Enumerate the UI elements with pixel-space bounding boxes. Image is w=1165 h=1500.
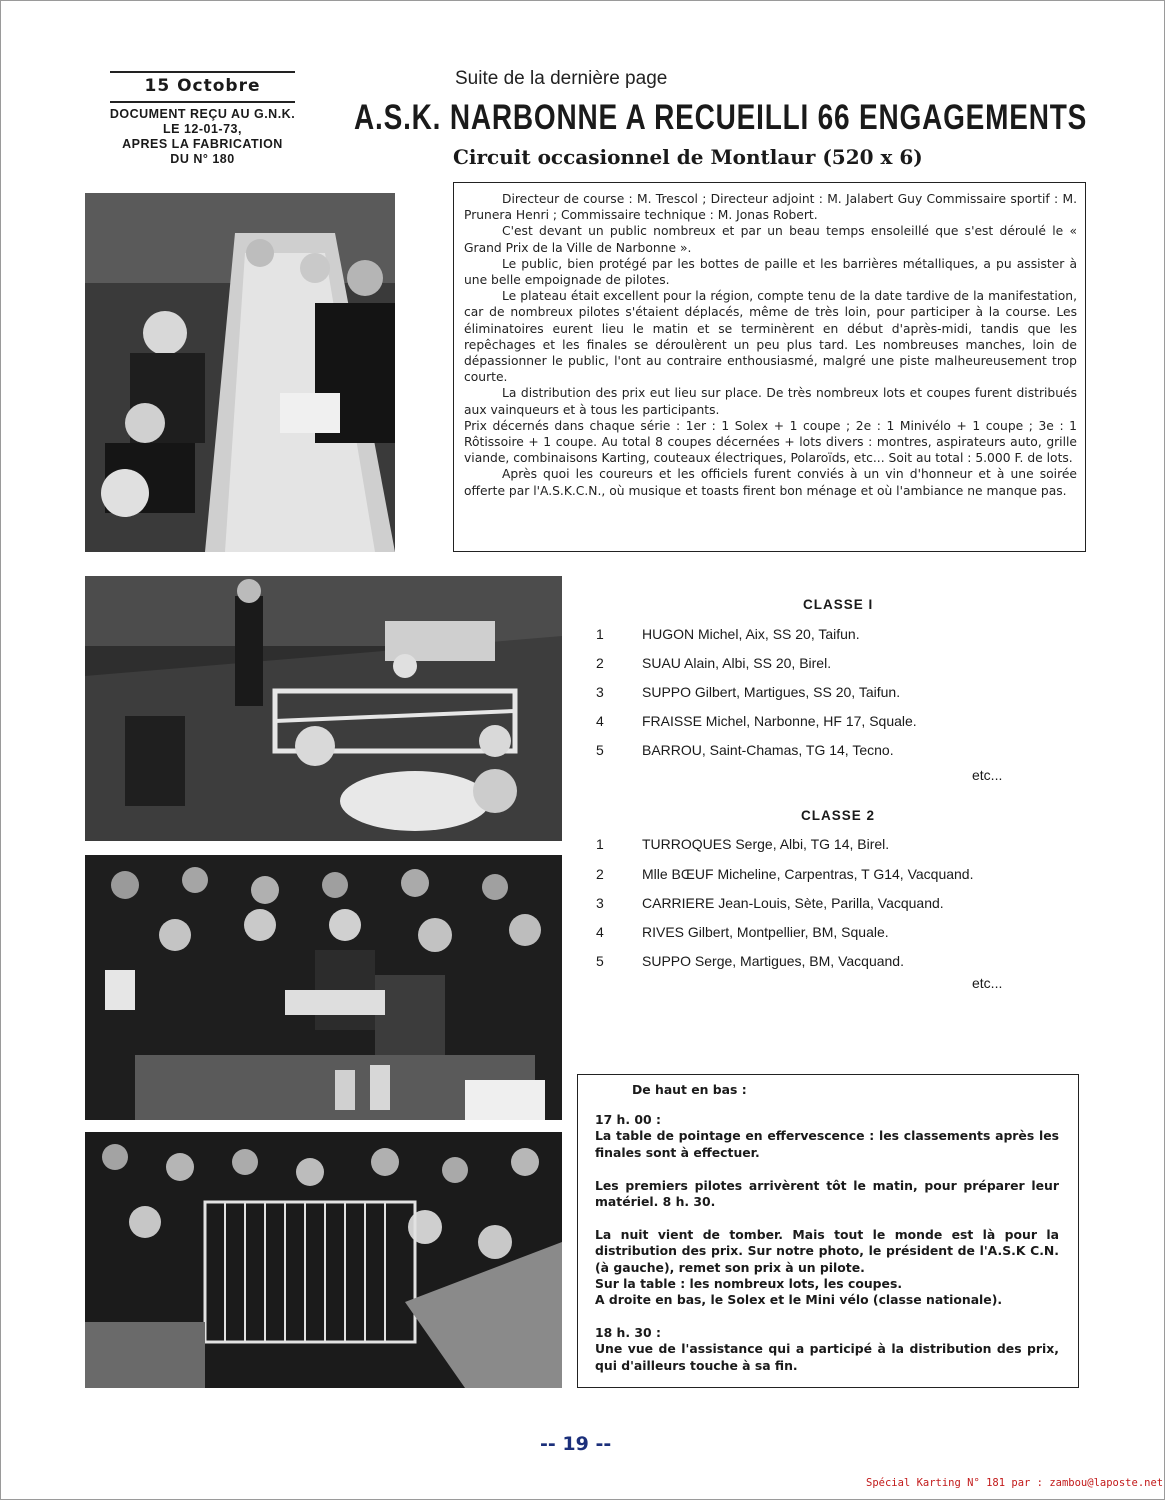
photo-prize-giving <box>85 855 562 1120</box>
doc-note-line: APRES LA FABRICATION <box>122 137 283 151</box>
result-text: HUGON Michel, Aix, SS 20, Taifun. <box>642 626 860 642</box>
classe2-result-row <box>596 924 889 940</box>
classe2-result-row <box>596 866 973 882</box>
result-position: 1 <box>596 836 604 852</box>
result-position: 4 <box>596 713 604 729</box>
result-position: 2 <box>596 655 604 671</box>
result-text: TURROQUES Serge, Albi, TG 14, Birel. <box>642 836 890 852</box>
result-position: 5 <box>596 742 604 758</box>
doc-note-line: DU N° 180 <box>170 152 235 166</box>
classe2-result-row <box>596 953 904 969</box>
document-note <box>80 107 325 167</box>
result-text: CARRIERE Jean-Louis, Sète, Parilla, Vacquand. <box>642 895 944 911</box>
photo-captions-box <box>577 1074 1079 1388</box>
classe1-result-row <box>596 626 860 642</box>
classe1-result-row <box>596 655 831 671</box>
article-paragraph: Le plateau était excellent pour la région, compte tenu de la date tardive de la manifestation, car de nombreux pilotes s'étaient déplacés, même de très loin, pour participer à la course. Les éliminatoires eurent lieu le matin et se terminèrent en début d'après-midi, tandis que les repêchages et les finales se déroulèrent un peu plus tard. Les nombreuses manches, loin de dépassionner le public, l'ont au contraire enthousiasmé, malgré une piste malheureusement trop courte. <box>464 289 1077 385</box>
article-paragraph: Directeur de course : M. Trescol ; Directeur adjoint : M. Jalabert Guy Commissaire sportif : M. Prunera Henri ; Commissaire technique : M. Jonas Robert. <box>464 192 1077 223</box>
classe2-etc: etc... <box>972 975 1003 991</box>
classe1-title: CLASSE I <box>803 597 874 612</box>
footer-credit: Spécial Karting N° 181 par : zambou@laposte.net <box>866 1477 1164 1489</box>
photo-karts-paddock <box>85 576 562 841</box>
photo-crowd <box>85 1132 562 1388</box>
subhead: Circuit occasionnel de Montlaur (520 x 6) <box>453 145 923 169</box>
classe1-result-row <box>596 742 894 758</box>
photo-registration-table <box>85 193 395 552</box>
classe1-result-row <box>596 713 917 729</box>
result-position: 2 <box>596 866 604 882</box>
caption-text: La table de pointage en effervescence : les classements après les finales sont à effectuer. <box>595 1128 1059 1160</box>
date-rule-bottom <box>110 101 295 103</box>
article-body <box>453 182 1086 552</box>
result-text: Mlle BŒUF Micheline, Carpentras, T G14, Vacquand. <box>642 866 974 882</box>
article-paragraph: Prix décernés dans chaque série : 1er : 1 Solex + 1 coupe ; 2e : 1 Minivélo + 1 coupe ; 3e : 1 Rôtissoire + 1 coupe. Au total 8 coupes décernées + lots divers : montres, aspirateurs auto, grille viande, combinaisons Karting, couteaux électriques, Polaroïds, etc... Soit au total : 5.000 F. de lots. <box>464 418 1077 466</box>
kicker: Suite de la dernière page <box>455 68 668 89</box>
page-number: -- 19 -- <box>540 1433 612 1455</box>
classe1-etc: etc... <box>972 767 1003 783</box>
headline: A.S.K. NARBONNE A RECUEILLI 66 ENGAGEMENTS <box>354 98 1088 137</box>
classe2-result-row <box>596 895 944 911</box>
result-position: 3 <box>596 895 604 911</box>
result-position: 1 <box>596 626 604 642</box>
result-text: SUPPO Gilbert, Martigues, SS 20, Taifun. <box>642 684 901 700</box>
captions-lead: De haut en bas : <box>632 1082 747 1097</box>
doc-note-line: DOCUMENT REÇU AU G.N.K. <box>109 107 296 121</box>
classe1-result-row <box>596 684 900 700</box>
date-title: 15 Octobre <box>144 76 261 96</box>
doc-note-line: LE 12-01-73, <box>163 122 242 136</box>
caption-time: 17 h. 00 : <box>595 1112 661 1128</box>
caption-text: A droite en bas, le Solex et le Mini vélo (classe nationale). <box>595 1292 1003 1308</box>
classe2-result-row <box>596 836 889 852</box>
caption-text: Une vue de l'assistance qui a participé à la distribution des prix, qui d'ailleurs touche à sa fin. <box>595 1341 1059 1373</box>
caption-text: Sur la table : les nombreux lots, les coupes. <box>595 1275 903 1291</box>
caption-text: Les premiers pilotes arrivèrent tôt le matin, pour préparer leur matériel. 8 h. 30. <box>595 1177 1059 1210</box>
result-text: SUAU Alain, Albi, SS 20, Birel. <box>642 655 832 671</box>
date-rule-top <box>110 71 295 73</box>
result-position: 3 <box>596 684 604 700</box>
result-text: FRAISSE Michel, Narbonne, HF 17, Squale. <box>642 713 917 729</box>
article-paragraph: Le public, bien protégé par les bottes de paille et les barrières métalliques, a pu assister à une belle empoignade de pilotes. <box>464 256 1077 288</box>
article-paragraph: Après quoi les coureurs et les officiels furent conviés à un vin d'honneur et à une soirée offerte par l'A.S.K.C.N., où musique et toasts firent bon ménage et où l'ambiance ne manque pas. <box>464 467 1077 498</box>
classe2-title: CLASSE 2 <box>801 808 876 823</box>
result-position: 4 <box>596 924 604 940</box>
result-text: BARROU, Saint-Chamas, TG 14, Tecno. <box>642 742 894 758</box>
article-paragraph: La distribution des prix eut lieu sur place. De très nombreux lots et coupes furent distribués aux vainqueurs et à tous les participants. <box>464 386 1077 417</box>
result-text: SUPPO Serge, Martigues, BM, Vacquand. <box>642 953 904 969</box>
caption-time: 18 h. 30 : <box>595 1325 661 1341</box>
result-text: RIVES Gilbert, Montpellier, BM, Squale. <box>642 924 889 940</box>
result-position: 5 <box>596 953 604 969</box>
caption-text: La nuit vient de tomber. Mais tout le monde est là pour la distribution des prix. Sur notre photo, le président de l'A.S.K C.N. (à gauche), remet son prix à un pilote. <box>595 1227 1059 1275</box>
article-paragraph: C'est devant un public nombreux et par un beau temps ensoleillé que s'est déroulé le « Grand Prix de la Ville de Narbonne ». <box>464 224 1077 255</box>
